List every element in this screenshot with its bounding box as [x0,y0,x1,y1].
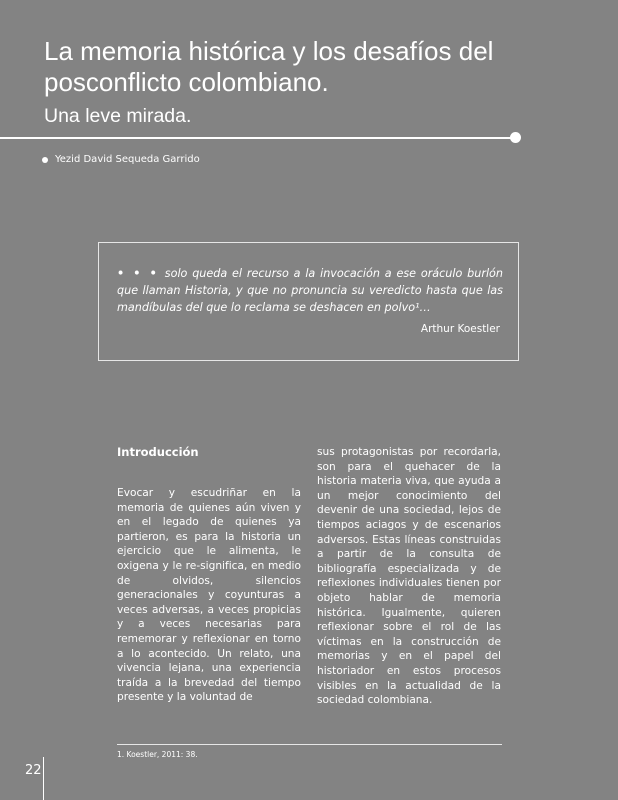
page-number: 22 [25,763,42,778]
epigraph-ellipsis: • • • [117,267,159,280]
article-title: La memoria histórica y los desafíos del posconflicto colombiano. [44,36,494,97]
epigraph-text: solo queda el recurso a la invocación a ese oráculo burlón que llaman Historia, y que no pronuncia su veredicto hasta que las mandíbulas del que lo reclama se deshacen en polvo¹… [117,267,503,314]
rule-end-dot [510,132,521,143]
author-name: Yezid David Sequeda Garrido [55,154,200,165]
epigraph-attribution: Arthur Koestler [420,323,500,335]
author-byline [42,154,200,165]
footnote: 1. Koestler, 2011: 38. [117,750,198,759]
page-number-bar [43,757,44,800]
footnote-divider [117,744,502,745]
body-column-left: Evocar y escudriñar en la memoria de quienes aún viven y en el legado de quienes ya partieron, es para la historia un ejercicio que le alimenta, le oxigena y le re-significa, en medio de olvidos, silencios generacionales y coyunturas a veces adversas, a veces propicias y a veces necesarias para rememorar y reflexionar en torno a lo acontecido. Un relato, una vivencia lejana, una experiencia traída a la brevedad del tiempo presente y la voluntad de [117,487,301,704]
epigraph-box [98,242,519,361]
title-rule [0,137,512,139]
article-subtitle: Una leve mirada. [44,105,192,127]
section-heading: Introducción [117,445,199,459]
epigraph-text-block [117,265,503,316]
body-column-right: sus protagonistas por recordarla, son para el quehacer de la historia materia viva, que ayuda a un mejor conocimiento del devenir de una sociedad, lejos de tiempos aciagos y de escenarios adversos. Estas líneas construidas a partir de la consulta de bibliografía especializada y de reflexiones individuales tienen por objeto hablar de memoria histórica. Igualmente, quieren reflexionar sobre el rol de las víctimas en la construcción de memorias y en el papel del historiador en estos procesos visibles en la actualidad de la sociedad colombiana. [317,446,501,707]
bullet-icon [42,157,48,163]
